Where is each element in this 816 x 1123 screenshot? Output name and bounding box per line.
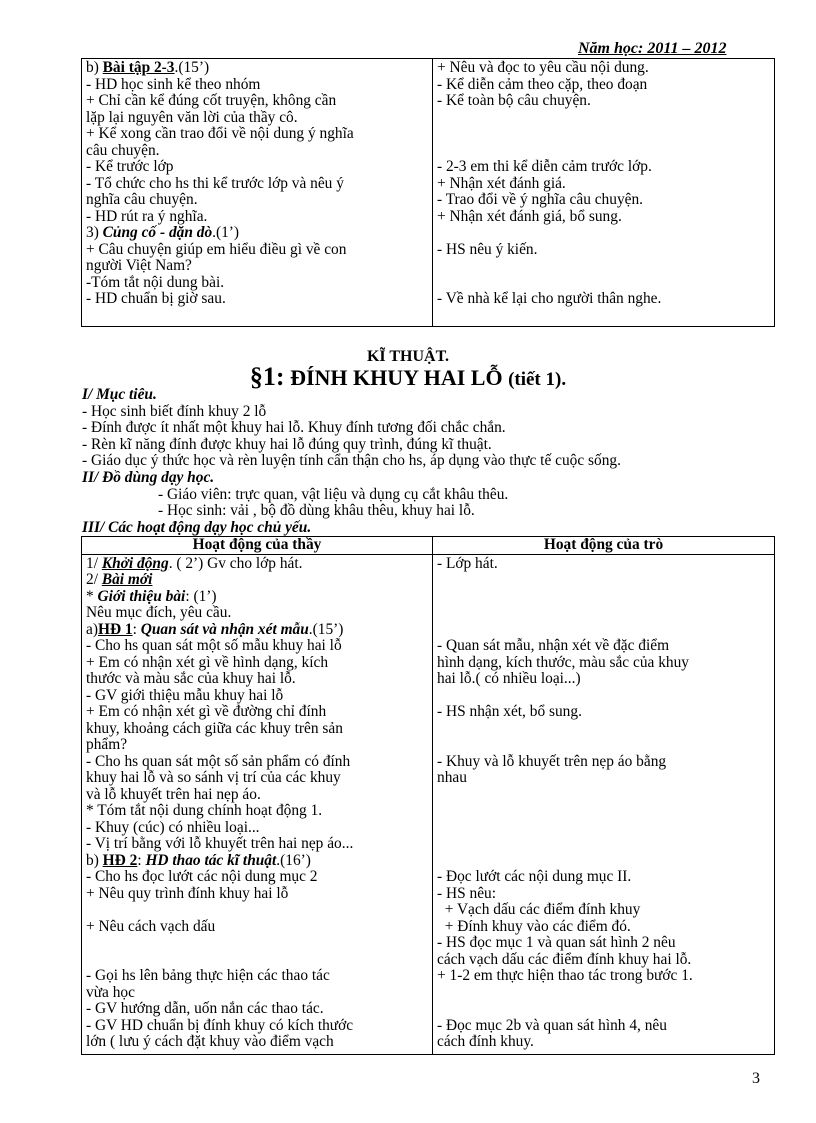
text-line — [86, 1018, 428, 1035]
text-line: - HS nêu ý kiến. — [437, 240, 538, 258]
text-line: hình dạng, kích thước, màu sắc của khuy — [437, 653, 689, 671]
text-run: b) — [86, 59, 103, 76]
text-line — [437, 126, 770, 143]
text-line: - Đính được ít nhất một khuy hai lỗ. Khuy đính tương đối chắc chắn. — [82, 419, 506, 437]
objectives-heading: I/ Mục tiêu. — [82, 386, 157, 403]
text-line — [86, 985, 428, 1002]
text-line — [86, 902, 428, 919]
text-line: cách đính khuy. — [437, 1033, 534, 1050]
text-line — [437, 853, 770, 870]
text-line — [437, 275, 770, 292]
text-line — [437, 225, 770, 242]
text-line — [86, 110, 428, 127]
text-run: - Tổ chức cho hs thi kể trước lớp và nêu ý — [86, 174, 344, 192]
lesson-intro — [82, 387, 621, 536]
materials-list — [82, 487, 621, 520]
text-run: HĐ 1 — [97, 620, 133, 638]
text-run: a) — [86, 620, 98, 638]
text-line: - Khuy và lỗ khuyết trên nẹp áo bằng — [437, 752, 667, 770]
teacher-activities — [82, 554, 433, 1054]
activities-table — [81, 536, 775, 1055]
text-run: Củng cố - dặn dò — [102, 224, 213, 241]
text-line — [86, 935, 428, 952]
text-run: + Em có nhận xét gì về đường chỉ đính — [86, 703, 327, 720]
text-line — [437, 589, 770, 606]
text-run: - GV giới thiệu mẫu khuy hai lỗ — [86, 686, 284, 704]
text-line — [437, 622, 770, 639]
text-run: - Cho hs quan sát một số mẫu khuy hai lỗ — [86, 637, 342, 654]
text-line — [437, 572, 770, 589]
text-line — [86, 671, 428, 688]
text-line — [86, 869, 428, 886]
text-run: - HD chuẩn bị giờ sau. — [86, 290, 226, 307]
text-line — [437, 688, 770, 705]
text-line: - Về nhà kể lại cho người thân nghe. — [437, 290, 662, 307]
text-line — [86, 192, 428, 209]
text-line — [86, 209, 428, 226]
teacher-column — [82, 59, 433, 327]
text-run: - Khuy (cúc) có nhiều loại... — [86, 818, 260, 836]
col-header-student: Hoạt động của trò — [433, 537, 775, 555]
text-run: khuy, khoảng cách giữa các khuy trên sản — [86, 719, 343, 737]
text-line — [86, 1001, 428, 1018]
text-line: - Trao đổi về ý nghĩa câu chuyện. — [437, 191, 644, 208]
text-line — [86, 589, 428, 606]
lesson-title-main: ĐÍNH KHUY HAI LỖ — [290, 365, 503, 390]
text-line: - Học sinh: vải , bộ đồ dùng khâu thêu, khuy hai lỗ. — [158, 502, 475, 520]
text-run: b) — [86, 851, 103, 869]
text-run: - Vị trí bằng với lỗ khuyết trên hai nẹp áo... — [86, 835, 354, 852]
text-run: -Tóm tắt nội dung bài. — [86, 273, 225, 291]
text-run: khuy hai lỗ và so sánh vị trí của các khuy — [86, 769, 341, 786]
text-run: : — [132, 620, 141, 638]
text-line — [437, 258, 770, 275]
text-line — [86, 952, 428, 969]
text-line: + 1-2 em thực hiện thao tác trong bước 1. — [437, 967, 693, 984]
text-line: cách vạch dấu các điểm đính khuy hai lỗ. — [437, 950, 692, 968]
text-line: - Kể toàn bộ câu chuyện. — [437, 92, 591, 109]
text-line — [86, 93, 428, 110]
text-line: - Học sinh biết đính khuy 2 lỗ — [82, 402, 267, 420]
text-line — [86, 159, 428, 176]
text-run: - GV HD chuẩn bị đính khuy có kích thước — [86, 1016, 354, 1034]
text-line — [86, 1034, 428, 1051]
text-run: Bài mới — [101, 571, 153, 588]
text-line — [86, 572, 428, 589]
text-run: - HD học sinh kể theo nhóm — [86, 75, 261, 93]
section-number: §1: — [249, 362, 285, 391]
text-line — [86, 655, 428, 672]
text-run: và lỗ khuyết trên hai nẹp áo. — [86, 785, 261, 803]
text-run: HĐ 2 — [102, 851, 138, 869]
text-run: - GV hướng dẫn, uốn nắn các thao tác. — [86, 1000, 324, 1017]
lesson-table-continued — [81, 58, 775, 327]
subject-heading: KĨ THUẬT. — [366, 348, 450, 365]
text-run: .(15’) — [174, 59, 210, 76]
text-line: + Nhận xét đánh giá. — [437, 174, 566, 192]
text-run: phẩm? — [86, 736, 128, 753]
text-run: 2/ — [86, 571, 102, 588]
text-run: + Câu chuyện giúp em hiểu điều gì về con — [86, 240, 347, 258]
text-run: nghĩa câu chuyện. — [86, 191, 198, 208]
col-header-teacher: Hoạt động của thầy — [82, 537, 433, 555]
text-line: - Rèn kĩ năng đính được khuy hai lỗ đúng quy trình, đúng kĩ thuật. — [82, 435, 492, 453]
text-run: Giới thiệu bài — [97, 587, 186, 605]
text-line: - Lớp hát. — [437, 554, 498, 572]
text-line — [86, 556, 428, 573]
text-run: lớn ( lưu ý cách đặt khuy vào điểm vạch — [86, 1033, 334, 1050]
text-line — [86, 737, 428, 754]
text-line — [86, 176, 428, 193]
text-line — [437, 787, 770, 804]
text-line: - Đọc lướt các nội dung mục II. — [437, 868, 632, 885]
text-run: lặp lại nguyên văn lời của thầy cô. — [86, 108, 298, 126]
text-line — [86, 754, 428, 771]
text-line — [437, 820, 770, 837]
text-line — [437, 836, 770, 853]
text-line — [86, 622, 428, 639]
text-line: - HS đọc mục 1 và quan sát hình 2 nêu — [437, 934, 676, 951]
student-activities — [433, 554, 775, 1054]
lesson-title-suffix: (tiết 1). — [508, 369, 567, 390]
text-run: .(16’) — [276, 851, 311, 869]
text-run: * Tóm tắt nội dung chính hoạt động 1. — [86, 802, 323, 819]
text-line — [437, 605, 770, 622]
text-run: . ( 2’) Gv cho lớp hát. — [168, 554, 303, 572]
text-line: + Đính khuy vào các điểm đó. — [437, 917, 631, 935]
text-line: + Nêu và đọc to yêu cầu nội dung. — [437, 59, 649, 76]
text-line: - 2-3 em thi kể diễn cảm trước lớp. — [437, 158, 652, 175]
text-run: 1/ — [86, 554, 102, 572]
text-run: Quan sát và nhận xét mẫu — [140, 620, 309, 638]
text-line: - Đọc mục 2b và quan sát hình 4, nêu — [437, 1016, 667, 1034]
text-line: - HS nêu: — [437, 884, 496, 902]
text-run: - Cho hs quan sát một số sản phẩm có đính — [86, 752, 351, 770]
text-run: - Gọi hs lên bảng thực hiện các thao tác — [86, 967, 330, 984]
text-line — [86, 291, 428, 308]
text-line — [86, 242, 428, 259]
text-line — [86, 787, 428, 804]
text-run: câu chuyện. — [86, 141, 160, 159]
student-column — [433, 59, 775, 327]
text-line: + Vạch dấu các điểm đính khuy — [437, 901, 641, 918]
text-run: : (1’) — [185, 587, 217, 605]
text-line — [86, 919, 428, 936]
text-run: + Nêu quy trình đính khuy hai lỗ — [86, 884, 289, 902]
text-line — [437, 110, 770, 127]
text-line — [86, 820, 428, 837]
text-run: Bài tập 2-3 — [102, 59, 175, 76]
text-line — [437, 721, 770, 738]
text-line — [86, 143, 428, 160]
text-run: + Nêu cách vạch dấu — [86, 917, 216, 935]
text-line — [86, 605, 428, 622]
text-run: - HD rút ra ý nghĩa. — [86, 207, 208, 225]
text-line: + Nhận xét đánh giá, bổ sung. — [437, 207, 622, 225]
document-header: Năm học: 2011 – 2012 — [578, 40, 727, 57]
text-line: - Giáo viên: trực quan, vật liệu và dụng cụ cắt khâu thêu. — [158, 485, 509, 503]
text-line — [86, 853, 428, 870]
text-line: - HS nhận xét, bổ sung. — [437, 703, 582, 720]
text-line — [86, 258, 428, 275]
text-line — [86, 836, 428, 853]
text-run: Nêu mục đích, yêu cầu. — [86, 604, 232, 621]
text-line: - Kể diễn cảm theo cặp, theo đoạn — [437, 75, 648, 93]
page-number: 3 — [752, 1070, 760, 1087]
text-line — [86, 77, 428, 94]
text-line — [86, 60, 428, 77]
text-line — [437, 985, 770, 1002]
text-run: người Việt Nam? — [86, 257, 192, 274]
text-run: - Cho hs đọc lướt các nội dung mục 2 — [86, 868, 318, 885]
text-line — [437, 737, 770, 754]
text-run: + Em có nhận xét gì về hình dạng, kích — [86, 653, 329, 671]
text-run: HD thao tác kĩ thuật — [145, 851, 277, 869]
text-line — [437, 1001, 770, 1018]
text-run: - Kể trước lớp — [86, 158, 174, 175]
text-run: * — [86, 587, 98, 605]
text-line — [437, 143, 770, 160]
text-run: + Chỉ cần kể đúng cốt truyện, không cần — [86, 92, 337, 109]
text-run: .(1’) — [212, 224, 240, 241]
text-line — [86, 803, 428, 820]
text-run: thước và màu sắc của khuy hai lỗ. — [86, 670, 296, 687]
text-line — [86, 770, 428, 787]
text-line: nhau — [437, 769, 467, 786]
objectives-list — [82, 404, 621, 470]
text-line: - Quan sát mẫu, nhận xét về đặc điểm — [437, 637, 670, 654]
text-line: hai lỗ.( có nhiều loại...) — [437, 670, 581, 687]
text-line — [86, 688, 428, 705]
text-line — [86, 126, 428, 143]
text-line — [86, 225, 428, 242]
text-run: Khởi động — [101, 554, 169, 572]
text-run: vừa học — [86, 983, 135, 1001]
text-run: : — [137, 851, 146, 869]
text-line: - Giáo dục ý thức học và rèn luyện tính cẩn thận cho hs, áp dụng vào thực tế cuộc sống. — [82, 452, 621, 470]
text-line — [86, 721, 428, 738]
text-line — [86, 968, 428, 985]
text-line — [86, 638, 428, 655]
text-line — [86, 886, 428, 903]
text-line — [437, 803, 770, 820]
activities-heading: III/ Các hoạt động dạy học chủ yếu. — [82, 518, 312, 536]
text-line — [86, 704, 428, 721]
text-run: 3) — [86, 224, 103, 241]
text-line — [86, 275, 428, 292]
materials-heading: II/ Đồ dùng dạy học. — [82, 468, 215, 486]
text-run: .(15’) — [308, 620, 344, 638]
text-run: + Kể xong cần trao đổi về nội dung ý nghĩa — [86, 125, 354, 142]
